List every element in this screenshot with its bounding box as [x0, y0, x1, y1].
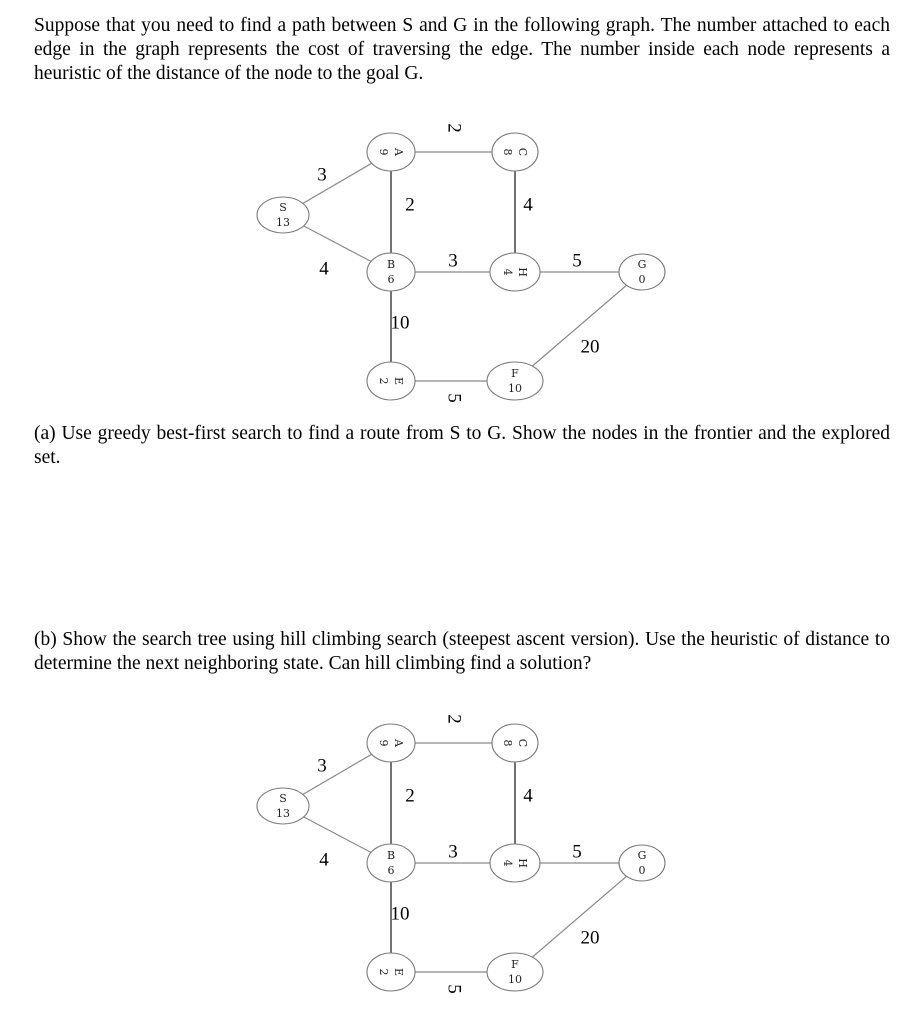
node-e-outline	[367, 953, 415, 991]
node-c-name: C	[516, 147, 529, 157]
edge-cost-c-h: 4	[523, 194, 533, 216]
node-s-heuristic: 13	[276, 807, 290, 820]
edge-cost-f-g: 20	[580, 927, 600, 949]
edge-cost-h-g: 5	[572, 250, 582, 272]
node-h-heuristic: 4	[501, 268, 514, 276]
node-g	[619, 845, 665, 881]
node-a-heuristic: 9	[377, 739, 390, 747]
graph-figure-2	[250, 697, 670, 997]
graph-svg-1	[250, 106, 670, 406]
node-e-name: E	[392, 376, 405, 386]
question-part-b: (b) Show the search tree using hill climbing search (steepest ascent version). Use the heuristic of distance to determine the next neighboring state. Can hill climbing find a solution?	[34, 629, 890, 674]
node-h-outline	[490, 844, 540, 882]
node-f	[487, 953, 543, 991]
node-c-name: C	[516, 738, 529, 748]
node-a-outline	[367, 133, 415, 171]
node-f-name: F	[511, 367, 519, 380]
graph-svg-2	[250, 697, 670, 997]
node-a	[367, 133, 415, 171]
edge-cost-s-b: 4	[319, 258, 329, 280]
node-c-outline	[492, 133, 538, 171]
edge-cost-a-c: 2	[443, 714, 465, 724]
node-h-heuristic: 4	[501, 859, 514, 867]
edge-cost-a-b: 2	[405, 194, 415, 216]
node-g-name: G	[637, 849, 647, 862]
node-s	[257, 788, 309, 824]
edge-cost-b-e: 10	[390, 903, 410, 925]
node-s-heuristic: 13	[276, 216, 290, 229]
node-s	[257, 197, 309, 233]
node-g-name: G	[637, 258, 647, 271]
node-s-name: S	[279, 792, 287, 805]
node-f	[487, 362, 543, 400]
edge-cost-s-b: 4	[319, 849, 329, 871]
node-e-name: E	[392, 967, 405, 977]
node-e	[367, 953, 415, 991]
node-b	[367, 253, 415, 291]
node-c-heuristic: 8	[501, 739, 514, 747]
node-h-name: H	[516, 267, 529, 277]
node-e-heuristic: 2	[377, 968, 390, 976]
node-e	[367, 362, 415, 400]
edge-cost-b-h: 3	[448, 250, 458, 272]
edge-cost-f-g: 20	[580, 336, 600, 358]
edge-cost-a-b: 2	[405, 785, 415, 807]
node-b-heuristic: 6	[387, 273, 395, 286]
node-g-heuristic: 0	[638, 864, 646, 877]
node-c	[492, 133, 538, 171]
node-h	[490, 253, 540, 291]
node-b-name: B	[386, 849, 396, 862]
edge-cost-s-a: 3	[317, 755, 327, 777]
edge-cost-c-h: 4	[523, 785, 533, 807]
node-h-name: H	[516, 858, 529, 868]
edge-cost-e-f: 5	[443, 984, 465, 994]
question-part-a: (a) Use greedy best-first search to find a route from S to G. Show the nodes in the frontier and the explored set.	[34, 423, 890, 468]
node-b	[367, 844, 415, 882]
node-c	[492, 724, 538, 762]
edge-cost-s-a: 3	[317, 164, 327, 186]
node-f-name: F	[511, 958, 519, 971]
edge-cost-h-g: 5	[572, 841, 582, 863]
node-s-name: S	[279, 201, 287, 214]
node-g-heuristic: 0	[638, 273, 646, 286]
edge-cost-e-f: 5	[443, 393, 465, 403]
node-h	[490, 844, 540, 882]
cost-layer	[317, 714, 599, 994]
node-a-heuristic: 9	[377, 148, 390, 156]
question-intro: Suppose that you need to find a path between S and G in the following graph. The number attached to each edge in the graph represents the cost of traversing the edge. The number inside each node represents a heuristic of the distance of the node to the goal G.	[34, 15, 890, 84]
edge-cost-b-e: 10	[390, 312, 410, 334]
node-a-name: A	[392, 148, 405, 156]
node-g	[619, 254, 665, 290]
edge-cost-a-c: 2	[443, 123, 465, 133]
node-b-name: B	[386, 258, 396, 271]
node-a-name: A	[392, 739, 405, 747]
edge-f-g	[515, 863, 642, 972]
graph-figure-1	[250, 106, 670, 406]
node-c-outline	[492, 724, 538, 762]
edge-cost-b-h: 3	[448, 841, 458, 863]
node-f-heuristic: 10	[508, 973, 522, 986]
node-f-heuristic: 10	[508, 382, 522, 395]
node-a	[367, 724, 415, 762]
node-e-outline	[367, 362, 415, 400]
node-c-heuristic: 8	[501, 148, 514, 156]
node-h-outline	[490, 253, 540, 291]
node-e-heuristic: 2	[377, 377, 390, 385]
cost-layer	[317, 123, 599, 403]
edge-f-g	[515, 272, 642, 381]
node-a-outline	[367, 724, 415, 762]
node-b-heuristic: 6	[387, 864, 395, 877]
